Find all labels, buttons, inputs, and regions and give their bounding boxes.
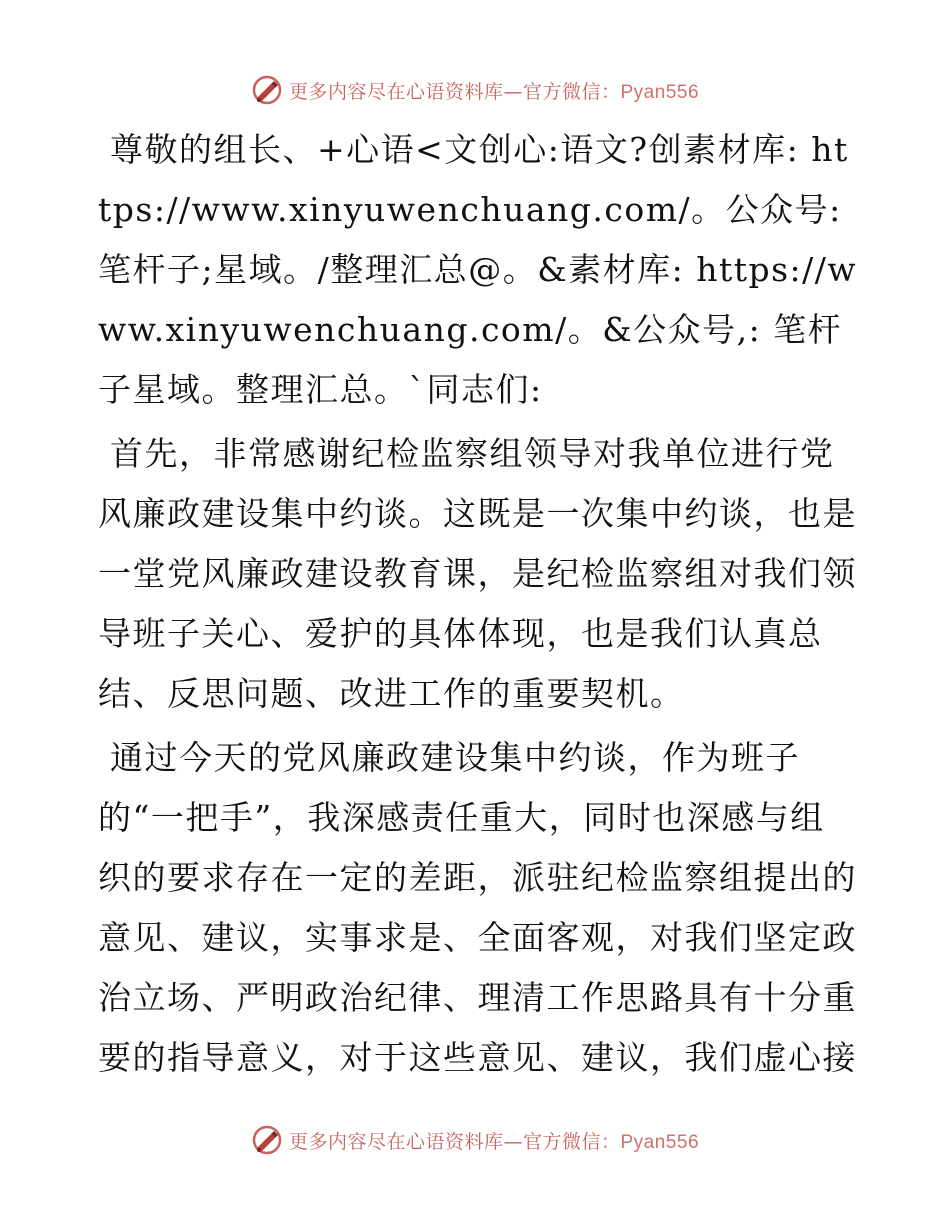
pen-logo-icon	[251, 74, 283, 106]
header-banner	[0, 70, 950, 110]
footer-banner-text: 更多内容尽在心语资料库—官方微信：Pyan556	[288, 1130, 700, 1153]
paragraph-salutation: 尊敬的组长、+心语<文创心:语文?创素材库: https://www.xinyuwenchuang.com/。公众号: 笔杆子;星域。/整理汇总@。&素材库: https://www.xinyuwenchuang.com/。&公众号,: 笔杆子星域。整理汇总。`同志们:	[98, 130, 858, 409]
footer-banner	[0, 1120, 950, 1160]
document-body	[98, 120, 858, 1092]
header-banner-text: 更多内容尽在心语资料库—官方微信：Pyan556	[288, 80, 700, 103]
footer-wechat-id: Pyan556	[620, 1131, 700, 1153]
paragraph-reflection: 通过今天的党风廉政建设集中约谈，作为班子的“一把手”，我深感责任重大，同时也深感与组织的要求存在一定的差距，派驻纪检监察组提出的意见、建议，实事求是、全面客观，对我们坚定政治立场、严明政治纪律、理清工作思路具有十分重要的指导意义，对于这些意见、建议，我们虚心接	[98, 738, 857, 1077]
paragraph-intro: 首先，非常感谢纪检监察组领导对我单位进行党风廉政建设集中约谈。这既是一次集中约谈，也是一堂党风廉政建设教育课，是纪检监察组对我们领导班子关心、爱护的具体体现，也是我们认真总结、反思问题、改进工作的重要契机。	[98, 434, 857, 713]
header-wechat-id: Pyan556	[620, 81, 700, 103]
pen-logo-icon	[251, 1124, 283, 1156]
